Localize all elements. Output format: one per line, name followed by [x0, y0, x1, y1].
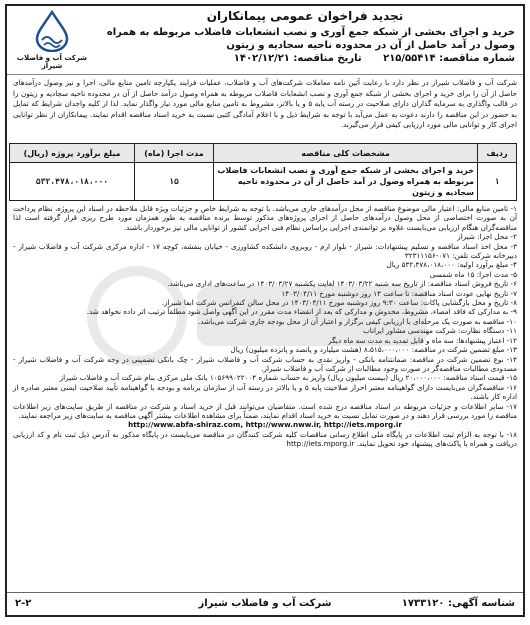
notice-footer — [7, 592, 523, 615]
clause-10: ۱۰- مناقصه به صورت یک مرحله‌ای با ارزیابی کیفی برگزار و اعتبار آن از محل بودجه جاری شرکت می‌باشد. — [198, 316, 517, 326]
intro-paragraph: شرکت آب و فاضلاب شیراز در نظر دارد با رعایت آئین نامه معاملات شرکت‌های آب و فاضلاب، عملیات فرایند یکپارچه تامین منابع مالی، اجرا و نیز وصول درآمدهای حاصل از آن را برای خرید و اجرای بخشی از شبکه جمع آوری و نصب انشعابات فاضلاب مربوطه به همراه وصول درآمد حاصل از آن در محدوده ناحیه سجادیه و زیتون را در قالب واگذاری به سرمایه گذاران دارای صلاحیت در رسته آب پایه ۵ و یا بالاتر، مشروط به تامین منابع مالی مورد نیاز واگذار نماید. لذا از کلیه واجدان شرایط که تمایل به حضور در این مناقصه را دارند دعوت به عمل می‌آید با توجه به شرایط ذیل و با اعلام آمادگی کتبی نسبت به خرید اسناد مناقصه اقدام نمایند. پیمانکاران از نظر توانایی اجرای کار و توانایی مالی مورد ارزیابی کیفی قرار می‌گیرند. — [13, 78, 517, 129]
col-desc: مشخصات کلی مناقصه — [214, 144, 478, 163]
clause-8: ۸- تاریخ و محل بازگشایی پاکات: ساعت ۹:۳۰ روز دوشنبه مورخ ۱۴۰۳/۰۴/۱۱ در محل سالن کنفرانس شرکت ابفا شیراز. — [161, 298, 517, 308]
clause-12: ۱۲- اعتبار پیشنهادها: سه ماه و قابل تمدید به مدت سه ماه دیگر — [328, 335, 517, 345]
cell-desc: خرید و اجرای بخشی از شبکه جمع آوری و نصب انشعابات فاضلاب مربوطه به همراه وصول در آمد حاصل از آن در محدوده ناحیه سجادیه و زیتون — [214, 163, 478, 201]
clause-13: ۱۳- مبلغ تضمین شرکت در مناقصه: ۸،۵۱۵،۰۰۰،۰۰۰ (هشت میلیارد و پانصد و پانزده میلیون) ریال — [230, 345, 517, 355]
clause-2: ۲- محل اجرا: شیراز — [457, 232, 517, 242]
col-duration: مدت اجرا (ماه) — [135, 144, 214, 163]
cell-row: ۱ — [478, 163, 517, 201]
tender-table — [9, 143, 517, 201]
clause-15: ۱۵- قیمت اسناد مناقصه: ۲۰،۰۰۰،۰۰۰ ریال (بیست میلیون ریال) واریز به حساب شماره ۱۰۵۶۹۹۰۲۲۰۰۴ بانک ملی مرکزی بنام شرکت آب و فاضلاب شیراز — [59, 373, 517, 383]
clause-17: ۱۷- سایر اطلاعات و جزئیات مربوطه در اسناد مناقصه درج شده است. متقاضیان می‌توانند قبل از خرید اسناد و شرکت در مناقصه از طریق سایت‌های زیر اطلاعات مناقصه را مورد بررسی قرار دهند و در صورت تمایل نسبت به خرید اسناد اقدام نمایند، ضمناً برای مشاهده اطلاعات بیشتر آگهی مناقصه به سایت‌های زیر مراجعه نمایند. — [13, 401, 517, 420]
clause-9: ۹- به مدارکی که فاقد امضاء، مشروط، مخدوش و مدارکی که بعد از انقضاء مدت مقرر در این آگهی واصل شود مطلقاً ترتیب اثر داده نخواهد شد. — [86, 307, 517, 317]
company-logo — [13, 10, 91, 68]
tender-date: تاریخ مناقصه: ۱۴۰۲/۱۲/۲۱ — [233, 53, 362, 64]
clause-7: ۷- تاریخ نهایی عودت اسناد مناقصه: تا ساعت ۱۴ روز دوشنبه مورخ ۱۴۰۳/۰۴/۱۱ — [281, 288, 517, 298]
clause-18: ۱۸- با توجه به الزام ثبت اطلاعات در پایگاه ملی اطلاع رسانی مناقصات کلیه شرکت کنندگان در مناقصه می‌بایست در پایگاه مذکور به آدرس ذیل ثبت نام و کد ارزیابی دریافت و همراه با پاکت‌های پیشنهاد خود تحویل نمایند. http://iets.mporg.ir — [13, 429, 517, 449]
clause-11: ۱۱- دستگاه نظارت: شرکت مهندسی مشاور ایراناب — [363, 326, 517, 336]
table-row — [10, 163, 517, 201]
tender-number: شماره مناقصه: ۲۱۵/۵۵۴۱۴ — [383, 53, 515, 64]
notice-header — [7, 6, 523, 75]
notice-headline: خرید و اجرای بخشی از شبکه جمع آوری و نصب انشعابات فاضلاب مربوطه به همراه وصول در آمد حاصل از آن در محدوده ناحیه سجادیه و زیتون — [106, 27, 515, 51]
cell-amount: ۵۳۲،۴۷۸،۰۱۸،۰۰۰ — [10, 163, 135, 201]
clause-4: ۴- مبلغ برآورد اولیه: ۵۳۲،۴۷۸،۰۱۸،۰۰۰ ریال — [386, 260, 517, 270]
cell-duration: ۱۵ — [135, 163, 214, 201]
ad-id: شناسه آگهی: ۱۷۳۳۱۲۰ — [401, 598, 515, 609]
conditions-list — [7, 201, 523, 550]
clause-14: ۱۴- نوع تضمین شرکت در مناقصه: ضمانتنامه بانکی - واریز نقدی به حساب شرکت آب و فاضلاب شیراز - چک بانکی تضمینی در وجه شرکت آب و فاضلاب شیراز - مسدودی مطالبات مناقصه‌گر در صورت وجود مطالبات از شرکت آب و فاضلاب شیراز. — [13, 354, 517, 373]
clause-6: ۶- تاریخ فروش اسناد مناقصه: از تاریخ سه شنبه ۱۴۰۳/۰۳/۲۲ لغایت یکشنبه ۱۴۰۳/۰۳/۲۷ در ساعت‌های اداری می‌باشد. — [167, 279, 517, 289]
col-amount: مبلغ برآورد پروژه (ریال) — [10, 144, 135, 163]
page-number: ۲-۲ — [15, 598, 32, 609]
col-row: ردیف — [478, 144, 517, 163]
logo-caption: شرکت آب و فاضلاب شیراز — [16, 54, 88, 70]
clause-3: ۳- محل اخذ اسناد مناقصه و تسلیم پیشنهادات: شیراز - بلوار ارم - روبروی دانشکده کشاورزی - خیابان بنفشه، کوچه ۱۷ - اداره مرکزی شرکت آب و فاضلاب شیراز - دبیرخانه شرکت تلفن: ۰۷۱-۳۲۳۱۱۱۵۶ — [13, 241, 517, 261]
notice-page — [5, 4, 525, 617]
notice-title: تجدید فراخوان عمومی پیمانکاران — [206, 9, 404, 23]
clause-1: ۱- تامین منابع مالی: اعتبار مالی موضوع مناقصه از محل درآمدهای جاری می‌باشد. با توجه به شرایط خاص و جزئیات ویژه قابل ملاحظه در اسناد این پروژه، نظام پرداخت آن به صورت اختصاصی از محل وصول درآمدهای حاصل از اجرای پروژه‌های مذکور توسط برنده مناقصه به طور همزمان مورد طرح ریزی قرار گرفته است لذا مناقصه‌گران هنگام ارزیابی می‌بایست علاوه بر توانمندی اجرایی براساس نظام فنی اجرایی کشور از توانایی مالی نیز برخوردار باشند. — [13, 204, 517, 232]
table-header-row — [10, 144, 517, 163]
clause-5: ۵- مدت اجرا: ۱۵ ماه شمسی — [429, 269, 517, 279]
tender-meta — [95, 53, 515, 64]
water-drop-logo-icon — [29, 10, 75, 52]
clause-16: ۱۶- مناقصه‌گران می‌بایست دارای گواهینامه معتبر احراز صلاحیت پایه ۵ و یا بالاتر در رسته آب از سازمان برنامه و بودجه با گواهینامه تأیید صلاحیت ایمنی معتبر صادره از اداره کار باشند. — [13, 382, 517, 402]
clause-17-links[interactable]: http://www.abfa-shiraz.com, http://www.nww.ir, http://iets.mporg.ir — [128, 420, 402, 430]
footer-company: شرکت آب و فاضلاب شیراز — [198, 598, 332, 609]
